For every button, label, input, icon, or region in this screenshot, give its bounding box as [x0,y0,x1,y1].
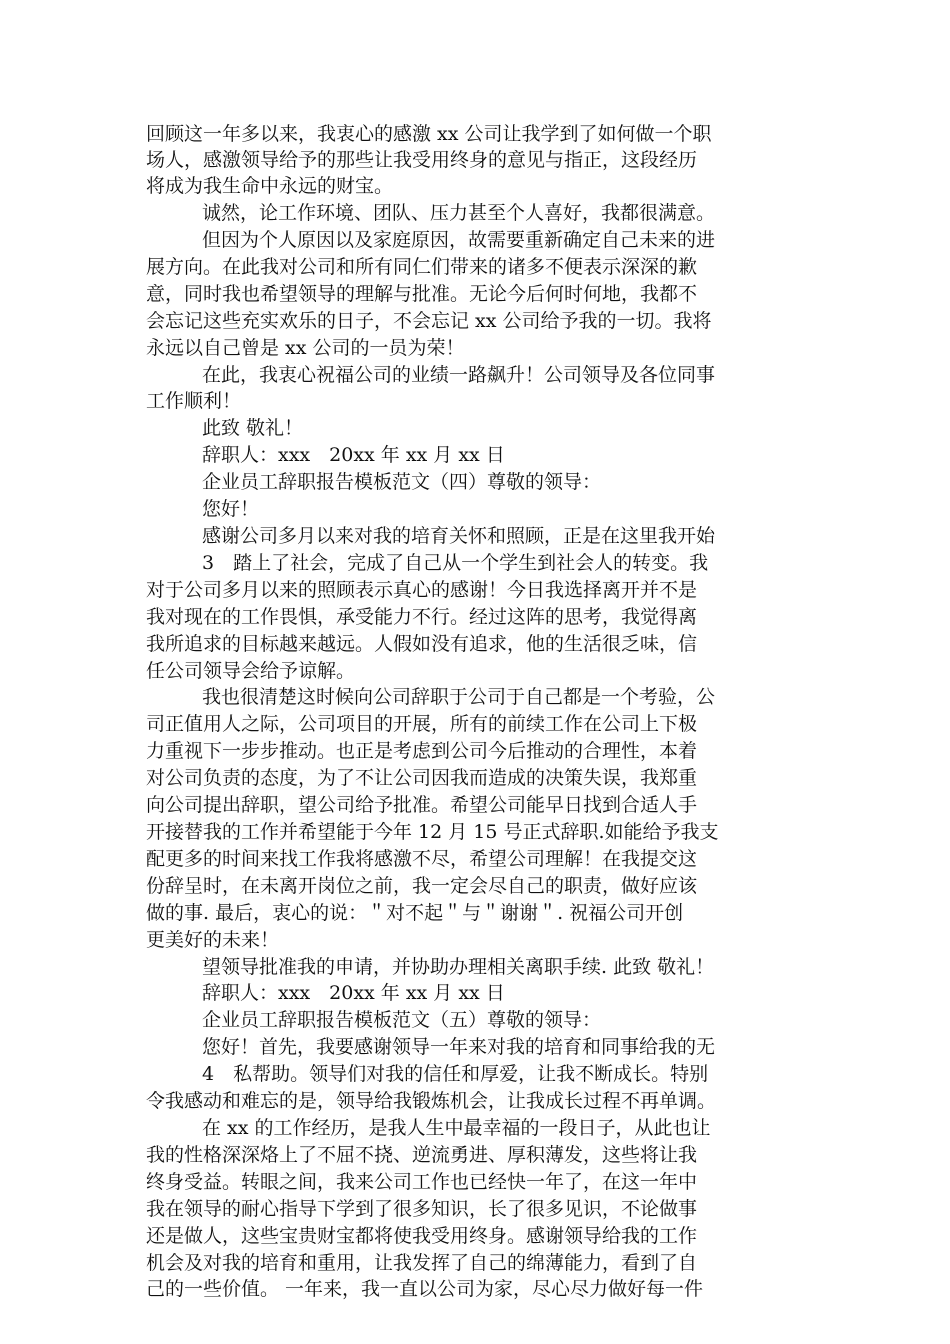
text-line: 在 xx 的工作经历，是我人生中最幸福的一段日子，从此也让 [202,1117,711,1139]
text-line: 份辞呈时，在未离开岗位之前，我一定会尽自己的职责，做好应该 [146,875,698,897]
text-line: 此致 敬礼！ [202,417,304,439]
text-line: 向公司提出辞职，望公司给予批准。希望公司能早日找到合适人手 [146,794,698,816]
text-line: 任公司领导会给予谅解。 [146,660,356,682]
text-line: 望领导批准我的申请，并协助办理相关离职手续. 此致 敬礼！ [202,956,715,978]
text-line: 我的性格深深烙上了不屈不挠、逆流勇进、厚积薄发，这些将让我 [146,1144,698,1166]
text-line: 展方向。在此我对公司和所有同仁们带来的诸多不便表示深深的歉 [146,256,698,278]
text-line: 企业员工辞职报告模板范文（五）尊敬的领导： [202,1009,602,1031]
text-line: 我对现在的工作畏惧，承受能力不行。经过这阵的思考，我觉得离 [146,606,698,628]
text-line: 对于公司多月以来的照顾表示真心的感谢！今日我选择离开并不是 [146,579,698,601]
text-line: 还是做人，这些宝贵财宝都将使我受用终身。感谢领导给我的工作 [146,1225,698,1247]
text-line: 但因为个人原因以及家庭原因，故需要重新确定自己未来的进 [202,229,716,251]
text-line: 您好！首先，我要感谢领导一年来对我的培育和同事给我的无 [202,1036,716,1058]
text-line: 对公司负责的态度，为了不让公司因我而造成的决策失误，我郑重 [146,767,698,789]
text-line: 做的事. 最后，衷心的说：＂对不起＂与＂谢谢＂. 祝福公司开创 [146,902,684,924]
text-line: 4 私帮助。领导们对我的信任和厚爱，让我不断成长。特别 [202,1063,709,1085]
text-line: 令我感动和难忘的是，领导给我锻炼机会，让我成长过程不再单调。 [146,1090,717,1112]
text-line: 机会及对我的培育和重用，让我发挥了自己的绵薄能力，看到了自 [146,1252,698,1274]
text-line: 工作顺利！ [146,390,242,412]
text-line: 我也很清楚这时候向公司辞职于公司于自己都是一个考验，公 [202,686,716,708]
text-line: 场人，感激领导给予的那些让我受用终身的意见与指正，这段经历 [146,149,698,171]
text-line: 力重视下一步步推动。也正是考虑到公司今后推动的合理性，本着 [146,740,698,762]
text-line: 诚然，论工作环境、团队、压力甚至个人喜好，我都很满意。 [202,202,716,224]
text-line: 我在领导的耐心指导下学到了很多知识，长了很多见识，不论做事 [146,1198,698,1220]
text-line: 司正值用人之际，公司项目的开展，所有的前续工作在公司上下极 [146,713,698,735]
text-line: 将成为我生命中永远的财宝。 [146,175,394,197]
text-line: 我所追求的目标越来越远。人假如没有追求，他的生活很乏味，信 [146,633,698,655]
text-line: 会忘记这些充实欢乐的日子，不会忘记 xx 公司给予我的一切。我将 [146,310,712,332]
text-line: 辞职人：xxx 20xx 年 xx 月 xx 日 [202,444,505,466]
text-line: 意，同时我也希望领导的理解与批准。无论今后何时何地，我都不 [146,283,698,305]
text-line: 开接替我的工作并希望能于今年 12 月 15 号正式辞职.如能给予我支 [146,821,719,843]
text-line: 永远以自己曾是 xx 公司的一员为荣！ [146,337,465,359]
text-line: 配更多的时间来找工作我将感激不尽，希望公司理解！在我提交这 [146,848,698,870]
text-line: 终身受益。转眼之间，我来公司工作也已经快一年了，在这一年中 [146,1171,698,1193]
text-line: 3 踏上了社会，完成了自己从一个学生到社会人的转变。我 [202,552,709,574]
text-line: 企业员工辞职报告模板范文（四）尊敬的领导： [202,471,602,493]
text-line: 更美好的未来！ [146,929,280,951]
text-line: 感谢公司多月以来对我的培育关怀和照顾，正是在这里我开始 [202,525,716,547]
text-line: 回顾这一年多以来，我衷心的感激 xx 公司让我学到了如何做一个职 [146,123,712,145]
text-line: 您好！ [202,498,260,520]
text-line: 在此，我衷心祝福公司的业绩一路飙升！公司领导及各位同事 [202,364,716,386]
text-line: 辞职人：xxx 20xx 年 xx 月 xx 日 [202,982,505,1004]
text-line: 己的一些价值。 一年来，我一直以公司为家，尽心尽力做好每一件 [146,1278,704,1300]
